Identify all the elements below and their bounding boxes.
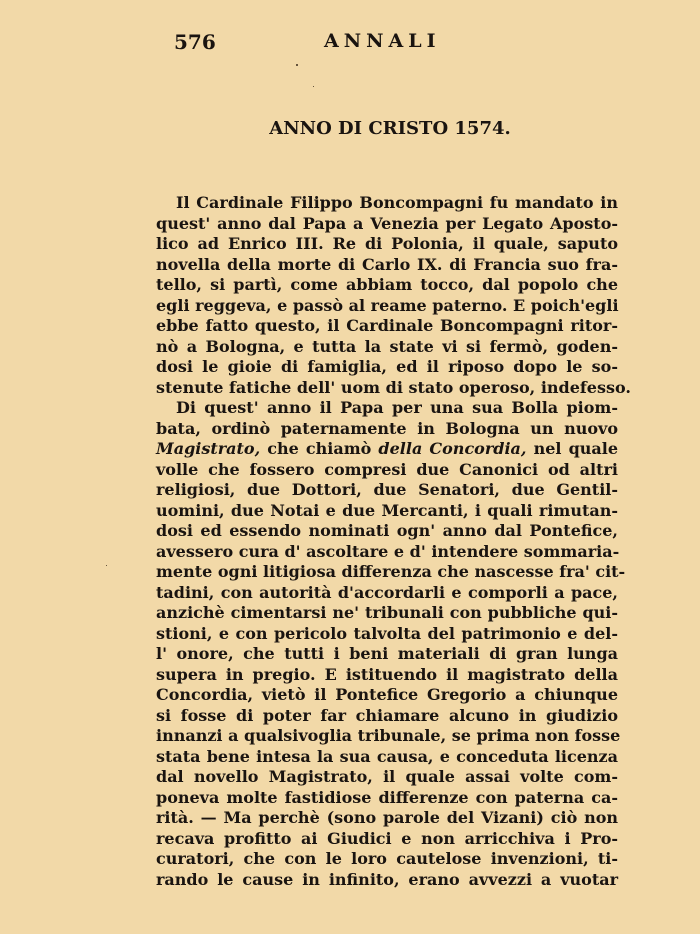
text-segment: dosi ed essendo nominati ogn' anno dal Pontefice, [156, 521, 618, 540]
text-line [156, 255, 618, 276]
text-segment: volle che fossero compresi due Canonici od altri [156, 459, 618, 479]
text-segment: egli reggeva, e passò al reame paterno. E poich'egli [156, 295, 619, 315]
text-segment: che chiamò [260, 439, 379, 458]
text-line [156, 234, 618, 255]
text-line [156, 214, 618, 235]
ink-speck [296, 64, 298, 66]
text-segment: curatori, che con le loro cautelose invenzioni, ti- [156, 849, 618, 868]
text-segment: anzichè cimentarsi ne' tribunali con pubbliche qui- [156, 603, 618, 622]
text-line [156, 808, 618, 829]
text-line [156, 480, 618, 501]
text-line [156, 460, 618, 481]
text-segment: supera in pregio. E istituendo il magistrato della [156, 664, 618, 684]
text-line [156, 521, 618, 542]
text-line [156, 357, 618, 378]
text-segment: ebbe fatto questo, il Cardinale Boncompagni ritor- [156, 316, 618, 335]
text-line [156, 788, 618, 809]
text-segment: stioni, e con pericolo talvolta del patrimonio e del- [156, 623, 618, 643]
text-segment: Concordia, vietò il Pontefice Gregorio a chiunque [156, 685, 618, 704]
text-segment: l' onore, che tutti i beni materiali di gran lunga [156, 644, 618, 663]
text-segment: rando le cause in infinito, erano avvezzi a vuotar [156, 869, 618, 889]
text-line [156, 562, 626, 583]
running-head [174, 30, 622, 58]
ink-speck [313, 86, 314, 87]
text-segment: novella della morte di Carlo IX. di Francia suo fra- [156, 254, 618, 274]
text-segment: nò a Bologna, e tutta la state vi si fermò, goden- [156, 336, 618, 356]
text-line [156, 296, 618, 317]
text-line [156, 419, 618, 440]
italic-term: della Concordia, [378, 439, 527, 458]
text-line [156, 316, 618, 337]
text-segment: tello, si partì, come abbiam tocco, dal popolo che [156, 275, 618, 294]
text-segment: religiosi, due Dottori, due Senatori, due Gentil- [156, 480, 618, 499]
year-heading: ANNO DI CRISTO 1574. [269, 118, 511, 139]
text-segment: poneva molte fastidiose differenze con paterna ca- [156, 787, 618, 807]
text-line [156, 767, 618, 788]
italic-term: Magistrato, [156, 439, 261, 458]
text-segment: innanzi a qualsivoglia tribunale, se prima non fosse [156, 726, 621, 745]
text-line [156, 624, 618, 645]
text-segment: bata, ordinò paternamente in Bologna un nuovo [156, 418, 618, 438]
text-line [156, 275, 618, 296]
text-segment: stenute fatiche dell' uom di stato operoso, indefesso. [156, 377, 631, 397]
text-line [156, 501, 618, 522]
text-line [156, 377, 631, 399]
text-line [156, 644, 618, 665]
text-segment: dal novello Magistrato, il quale assai volte com- [156, 767, 618, 786]
body-text [156, 193, 631, 890]
text-segment: Di quest' anno il Papa per una sua Bolla piom- [176, 398, 618, 417]
text-line [156, 337, 618, 358]
text-line [156, 726, 621, 747]
text-segment: tadini, con autorità d'accordarli e comporli a pace, [156, 582, 618, 602]
text-segment: rità. — Ma perchè (sono parole del Vizani) ciò non [156, 808, 618, 827]
text-line [156, 665, 618, 686]
text-segment: avessero cura d' ascoltare e d' intendere sommaria- [156, 541, 620, 561]
text-line [156, 849, 618, 870]
text-line [156, 439, 618, 460]
text-segment: nel quale [526, 439, 619, 458]
text-segment: mente ogni litigiosa differenza che nascesse fra' cit- [156, 562, 626, 581]
page-number: 576 [174, 30, 216, 54]
text-segment: uomini, due Notai e due Mercanti, i quali rimutan- [156, 500, 618, 520]
text-line [156, 193, 618, 214]
text-segment: stata bene intesa la sua causa, e conceduta licenza [156, 746, 618, 766]
text-segment: lico ad Enrico III. Re di Polonia, il quale, saputo [156, 234, 618, 253]
running-title: ANNALI [324, 30, 441, 52]
text-segment: quest' anno dal Papa a Venezia per Legato Aposto- [156, 213, 618, 233]
ink-speck [106, 565, 107, 566]
text-line [156, 583, 618, 604]
text-segment: dosi le gioie di famiglia, ed il riposo dopo le so- [156, 357, 618, 376]
text-segment: Il Cardinale Filippo Boncompagni fu mandato in [176, 193, 618, 212]
text-segment: recava profitto ai Giudici e non arricchiva i Pro- [156, 828, 618, 848]
text-line [156, 870, 618, 891]
text-line [156, 542, 618, 563]
text-line [156, 603, 618, 624]
text-segment: si fosse di poter far chiamare alcuno in giudizio [156, 705, 618, 725]
text-line [156, 829, 618, 850]
text-line [156, 747, 618, 768]
text-line [156, 685, 618, 706]
text-line [156, 706, 618, 727]
text-line [156, 398, 618, 419]
